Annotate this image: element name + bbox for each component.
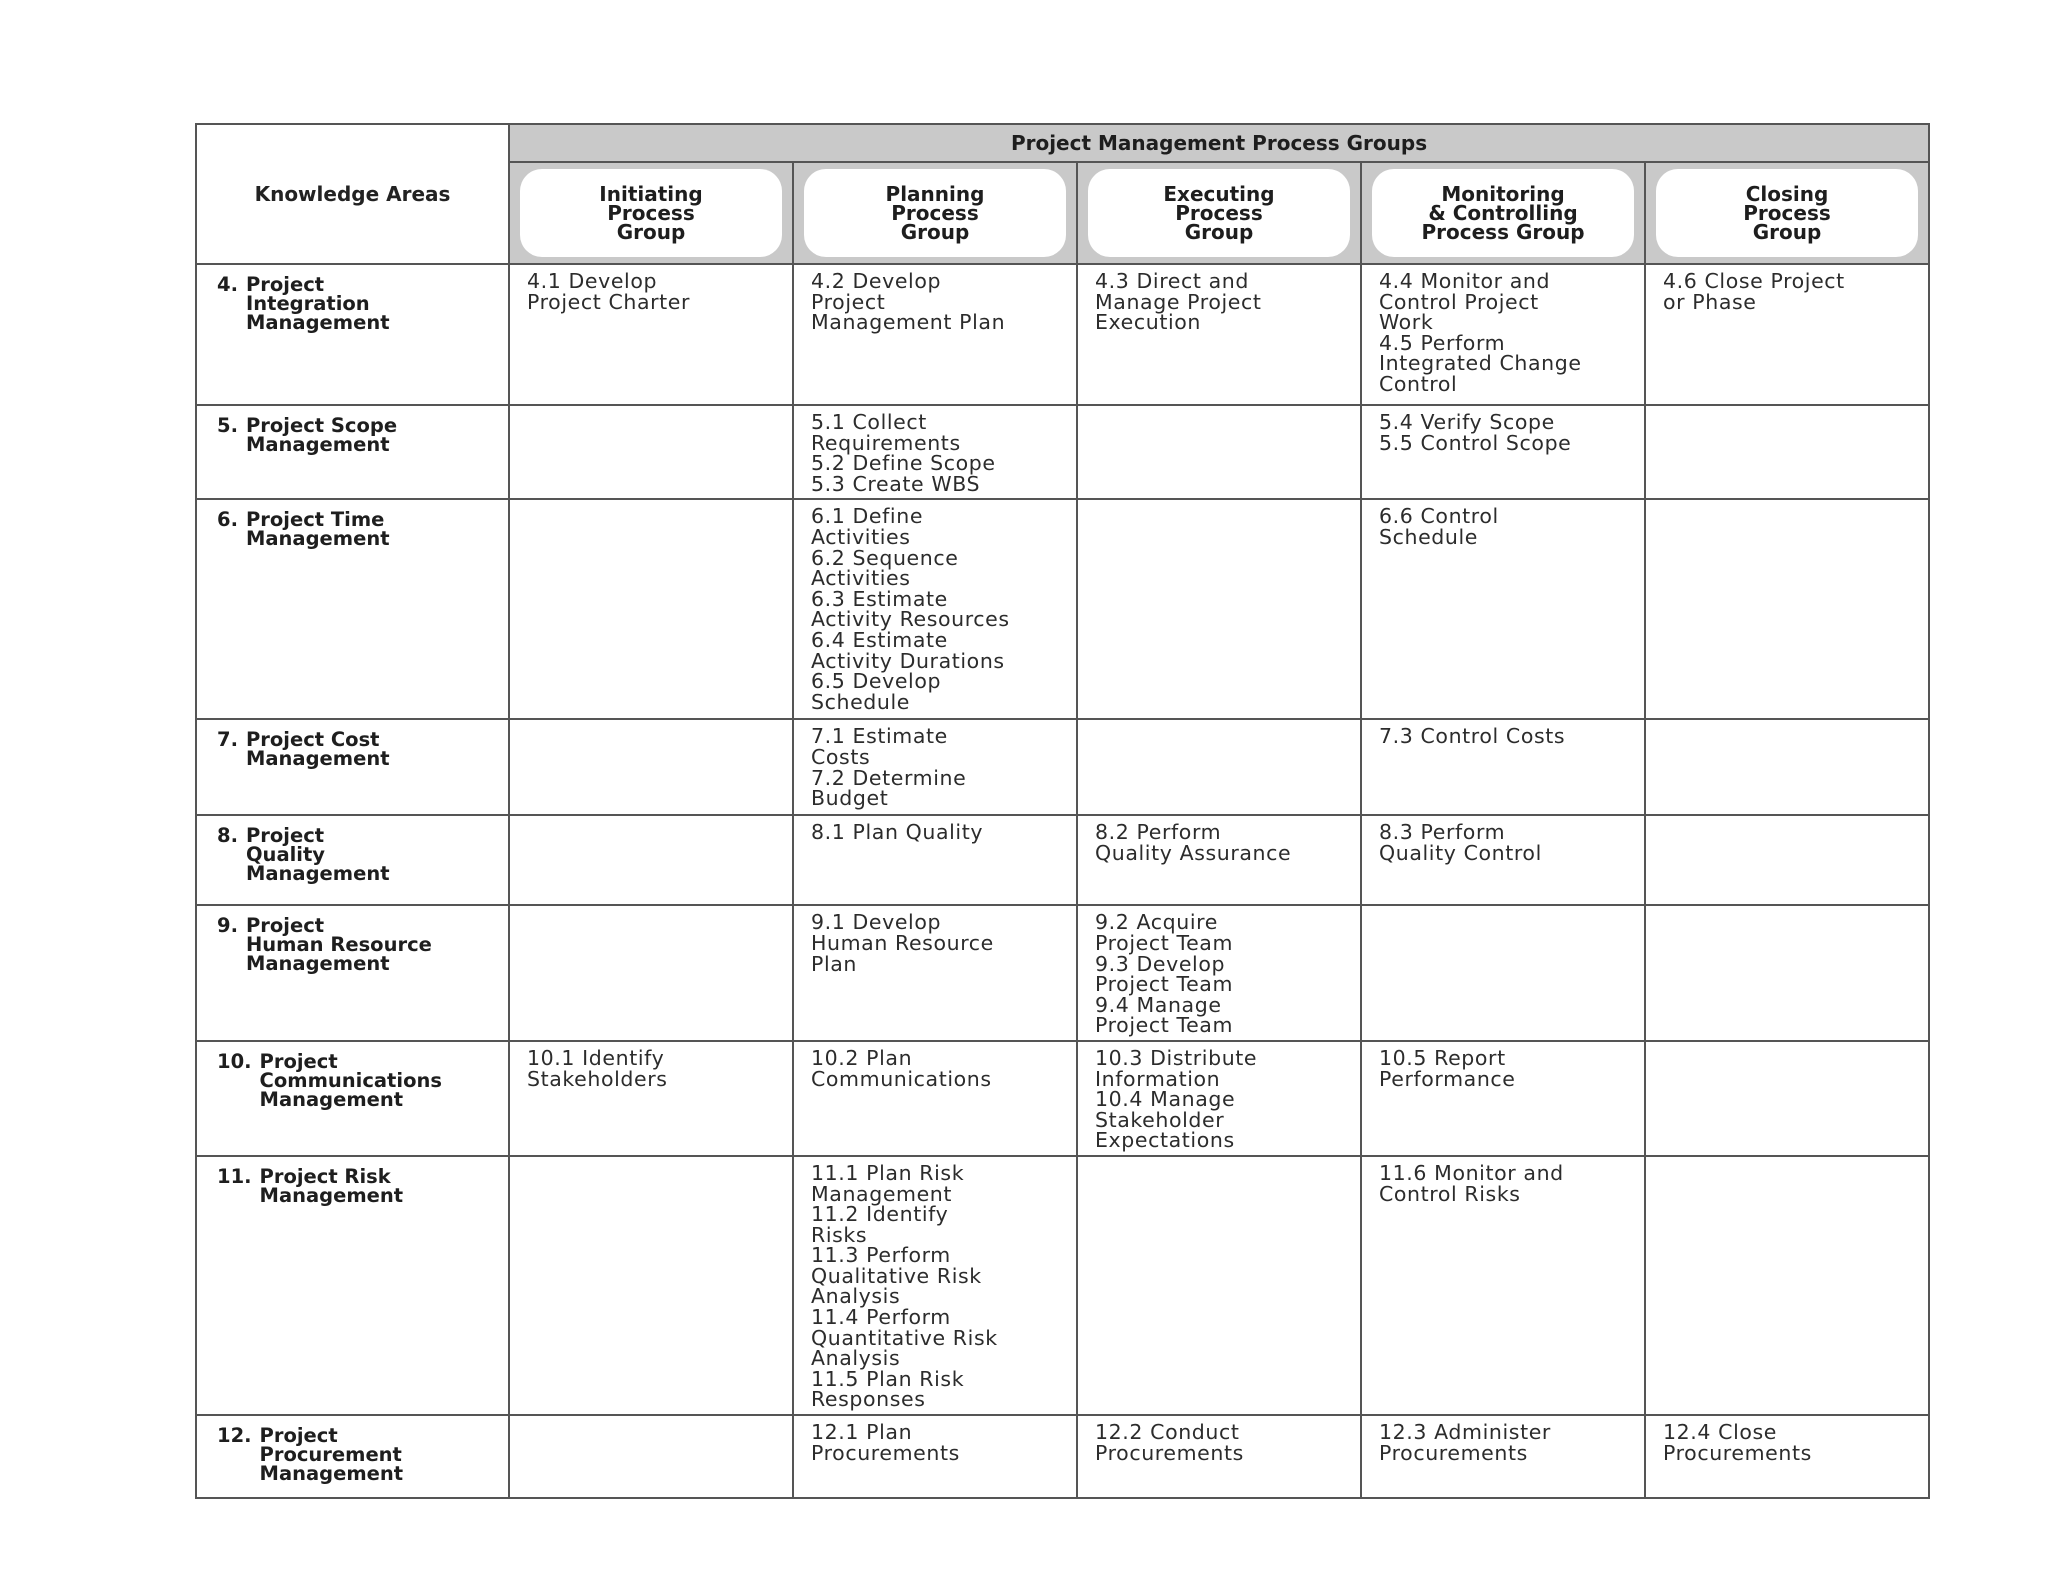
knowledge-area-number: 4. <box>217 273 238 296</box>
process-cell: 4.2 Develop Project Management Plan <box>793 264 1077 405</box>
process-cell <box>1077 719 1361 815</box>
process-cell: 6.6 Control Schedule <box>1361 499 1645 719</box>
process-group-header-cell <box>793 162 1077 264</box>
process-cell: 4.1 Develop Project Charter <box>509 264 793 405</box>
process-cell: 4.3 Direct and Manage Project Execution <box>1077 264 1361 405</box>
process-cell <box>509 719 793 815</box>
process-cell: 10.5 Report Performance <box>1361 1041 1645 1156</box>
process-cell: 11.6 Monitor and Control Risks <box>1361 1156 1645 1415</box>
knowledge-area-name: Project Time Management <box>245 508 390 551</box>
process-cell <box>509 815 793 905</box>
table-row-time <box>196 499 1929 719</box>
knowledge-area-name: Project Scope Management <box>245 414 398 456</box>
process-groups-title: Project Management Process Groups <box>509 124 1929 162</box>
knowledge-area-number: 5. <box>217 414 238 437</box>
knowledge-area-cell <box>196 815 509 905</box>
table-row-risk <box>196 1156 1929 1415</box>
process-cell <box>509 405 793 499</box>
process-cell: 4.6 Close Project or Phase <box>1645 264 1929 405</box>
process-cell: 5.4 Verify Scope 5.5 Control Scope <box>1361 405 1645 499</box>
process-cell <box>1645 405 1929 499</box>
knowledge-area-cell <box>196 499 509 719</box>
process-cell <box>1645 1041 1929 1156</box>
process-cell: 4.4 Monitor and Control Project Work 4.5 Perform Integrated Change Control <box>1361 264 1645 405</box>
process-cell: 12.1 Plan Procurements <box>793 1415 1077 1498</box>
process-group-initiating: Initiating Process Group <box>520 169 782 257</box>
knowledge-area-name: Project Quality Management <box>245 824 390 886</box>
process-cell <box>1361 905 1645 1041</box>
process-cell <box>509 1156 793 1415</box>
process-cell <box>1645 499 1929 719</box>
knowledge-area-name: Project Risk Management <box>259 1164 404 1207</box>
knowledge-area-cell <box>196 905 509 1041</box>
knowledge-area-cell <box>196 1041 509 1156</box>
process-cell: 12.4 Close Procurements <box>1645 1415 1929 1498</box>
process-cell: 8.2 Perform Quality Assurance <box>1077 815 1361 905</box>
process-cell: 12.2 Conduct Procurements <box>1077 1415 1361 1498</box>
table-row-cost <box>196 719 1929 815</box>
process-cell: 10.2 Plan Communications <box>793 1041 1077 1156</box>
process-group-header-cell <box>1361 162 1645 264</box>
process-group-monitoring: Monitoring & Controlling Process Group <box>1372 169 1634 257</box>
process-cell <box>509 1415 793 1498</box>
header-title-row <box>196 124 1929 162</box>
knowledge-areas-header: Knowledge Areas <box>196 124 509 264</box>
process-groups-table <box>195 123 1930 1499</box>
process-cell <box>1077 1156 1361 1415</box>
process-cell: 10.3 Distribute Information 10.4 Manage Stakeholder Expectations <box>1077 1041 1361 1156</box>
process-cell <box>1645 1156 1929 1415</box>
knowledge-area-cell <box>196 719 509 815</box>
process-cell: 9.1 Develop Human Resource Plan <box>793 905 1077 1041</box>
knowledge-area-cell <box>196 1415 509 1498</box>
table-row-quality <box>196 815 1929 905</box>
knowledge-area-number: 9. <box>217 914 238 938</box>
table-row-communications <box>196 1041 1929 1156</box>
knowledge-area-name: Project Cost Management <box>245 728 390 771</box>
process-cell <box>1077 405 1361 499</box>
process-group-planning: Planning Process Group <box>804 169 1066 257</box>
process-group-header-cell <box>1645 162 1929 264</box>
knowledge-area-cell <box>196 405 509 499</box>
knowledge-area-number: 10. <box>217 1049 252 1073</box>
table-row-scope <box>196 405 1929 499</box>
process-cell <box>1645 719 1929 815</box>
knowledge-area-number: 7. <box>217 728 238 752</box>
process-group-closing: Closing Process Group <box>1656 169 1918 257</box>
process-group-header-cell <box>509 162 793 264</box>
knowledge-area-number: 11. <box>217 1164 252 1188</box>
process-cell: 12.3 Administer Procurements <box>1361 1415 1645 1498</box>
process-group-executing: Executing Process Group <box>1088 169 1350 257</box>
knowledge-area-cell <box>196 1156 509 1415</box>
knowledge-area-name: Project Communications Management <box>259 1049 442 1111</box>
table-row-human-resource <box>196 905 1929 1041</box>
knowledge-area-name: Project Human Resource Management <box>245 914 432 976</box>
process-cell: 7.3 Control Costs <box>1361 719 1645 815</box>
knowledge-area-cell <box>196 264 509 405</box>
process-cell <box>1645 815 1929 905</box>
process-cell <box>1645 905 1929 1041</box>
process-cell: 9.2 Acquire Project Team 9.3 Develop Project Team 9.4 Manage Project Team <box>1077 905 1361 1041</box>
process-cell: 5.1 Collect Requirements 5.2 Define Scope 5.3 Create WBS <box>793 405 1077 499</box>
process-cell: 11.1 Plan Risk Management 11.2 Identify Risks 11.3 Perform Qualitative Risk Analysis 11.4 Perform Quantitative Risk Analysis 11.5 Plan Risk Responses <box>793 1156 1077 1415</box>
knowledge-area-name: Project Integration Management <box>245 273 390 334</box>
process-cell <box>1077 499 1361 719</box>
process-cell: 8.1 Plan Quality <box>793 815 1077 905</box>
process-cell: 10.1 Identify Stakeholders <box>509 1041 793 1156</box>
knowledge-area-name: Project Procurement Management <box>259 1424 404 1486</box>
process-cell <box>509 499 793 719</box>
knowledge-area-number: 8. <box>217 824 238 848</box>
table-row-procurement <box>196 1415 1929 1498</box>
process-group-header-cell <box>1077 162 1361 264</box>
process-cell <box>509 905 793 1041</box>
knowledge-area-number: 6. <box>217 508 238 532</box>
process-cell: 6.1 Define Activities 6.2 Sequence Activities 6.3 Estimate Activity Resources 6.4 Estimate Activity Durations 6.5 Develop Schedule <box>793 499 1077 719</box>
knowledge-area-number: 12. <box>217 1424 252 1448</box>
process-cell: 7.1 Estimate Costs 7.2 Determine Budget <box>793 719 1077 815</box>
table-row-integration <box>196 264 1929 405</box>
process-cell: 8.3 Perform Quality Control <box>1361 815 1645 905</box>
